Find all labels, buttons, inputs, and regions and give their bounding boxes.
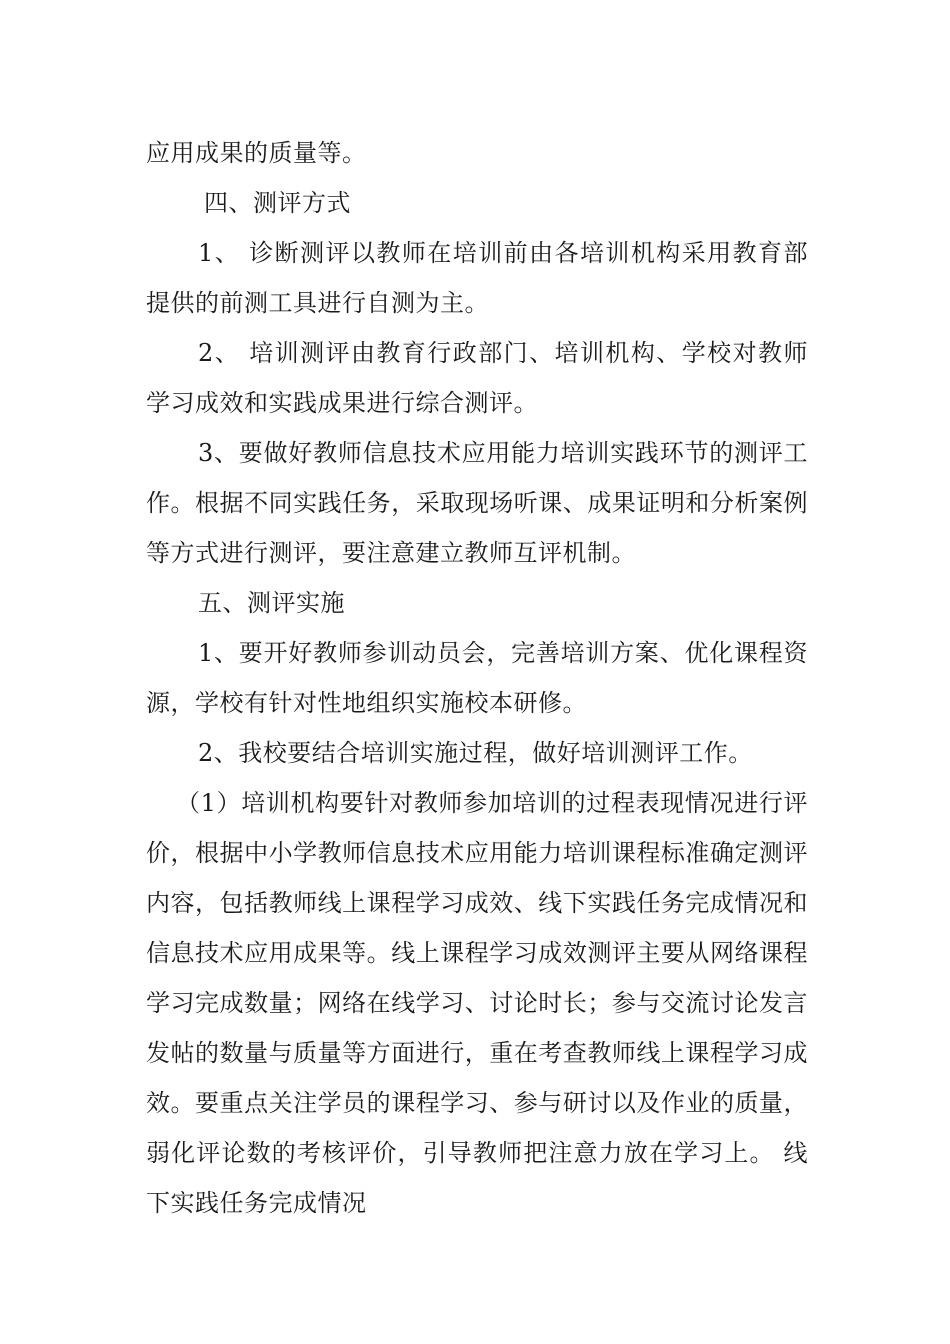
paragraph-impl-2: 2、我校要结合培训实施过程，做好培训测评工作。 bbox=[198, 739, 753, 767]
paragraph-item-2: 2、 培训测评由教育行政部门、培训机构、学校对教师学习成效和实践成果进行综合测评。 bbox=[146, 339, 808, 417]
document-body bbox=[146, 128, 808, 1228]
paragraph-impl-1: 1、要开好教师参训动员会，完善培训方案、优化课程资源，学校有针对性地组织实施校本研修。 bbox=[146, 639, 808, 717]
section-heading-assessment-methods: 四、测评方式 bbox=[204, 189, 351, 217]
section-heading-assessment-implementation: 五、测评实施 bbox=[198, 589, 345, 617]
paragraph-continuation: 应用成果的质量等。 bbox=[146, 139, 367, 167]
paragraph-subitem-1: （1）培训机构要针对教师参加培训的过程表现情况进行评价，根据中小学教师信息技术应用能力培训课程标准确定测评内容，包括教师线上课程学习成效、线下实践任务完成情况和信息技术应用成果等。线上课程学习成效测评主要从网络课程学习完成数量；网络在线学习、讨论时长；参与交流讨论发言发帖的数量与质量等方面进行，重在考查教师线上课程学习成效。要重点关注学员的课程学习、参与研讨以及作业的质量，弱化评论数的考核评价，引导教师把注意力放在学习上。 线下实践任务完成情况 bbox=[146, 789, 808, 1217]
paragraph-item-3: 3、要做好教师信息技术应用能力培训实践环节的测评工作。根据不同实践任务，采取现场听课、成果证明和分析案例等方式进行测评，要注意建立教师互评机制。 bbox=[146, 439, 808, 567]
paragraph-item-1: 1、 诊断测评以教师在培训前由各培训机构采用教育部提供的前测工具进行自测为主。 bbox=[146, 239, 808, 317]
